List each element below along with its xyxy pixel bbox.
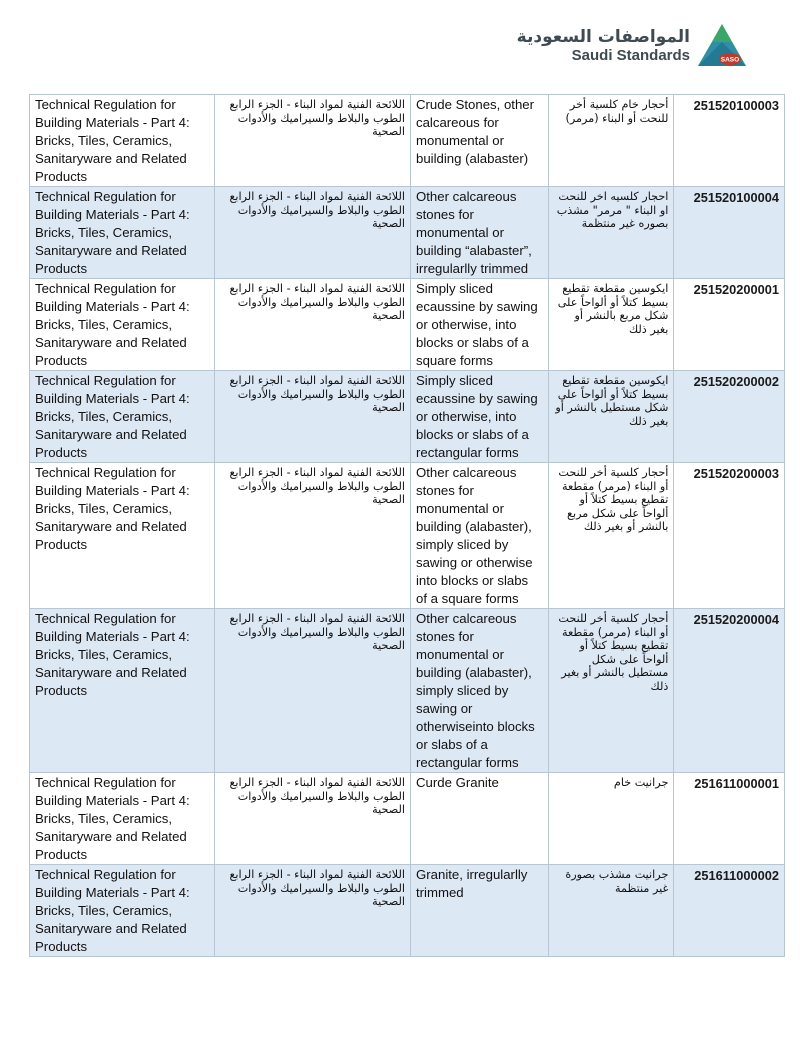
table-row: [30, 773, 785, 865]
product-description-arabic-cell: أحجار خام كلسية أخر للنحت أو البناء (مرمر): [548, 95, 674, 187]
table-row: [30, 371, 785, 463]
product-description-cell: Simply sliced ecaussine by sawing or otherwise, into blocks or slabs of a square forms: [411, 279, 549, 371]
page-header: [0, 0, 812, 95]
saso-logo: [517, 22, 748, 70]
product-description-cell: Other calcareous stones for monumental or building (alabaster), simply sliced by sawing or otherwiseinto blocks or slabs of a rectangular forms: [411, 609, 549, 773]
table-row: [30, 95, 785, 187]
table-row: [30, 187, 785, 279]
product-description-cell: Other calcareous stones for monumental or building (alabaster), simply sliced by sawing or otherwise into blocks or slabs of a square forms: [411, 463, 549, 609]
product-description-arabic-cell: أحجار كلسية أخر للنحت أو البناء (مرمر) مقطعة تقطيع بسيط كتلاً أو ألواحاً على شكل مستطيل بالنشر أو بغير ذلك: [548, 609, 674, 773]
svg-text:SASO: SASO: [720, 56, 740, 64]
product-description-cell: Other calcareous stones for monumental or building “alabaster”, irregularlly trimmed: [411, 187, 549, 279]
regulation-title-arabic-cell: اللائحة الفنية لمواد البناء - الجزء الرابع الطوب والبلاط والسيراميك والأدوات الصحية: [214, 865, 410, 957]
product-description-arabic-cell: جرانيت مشذب بصورة غير منتظمة: [548, 865, 674, 957]
regulation-title-cell: Technical Regulation for Building Materials - Part 4: Bricks, Tiles, Ceramics, Sanitaryware and Related Products: [30, 865, 215, 957]
regulation-title-cell: Technical Regulation for Building Materials - Part 4: Bricks, Tiles, Ceramics, Sanitaryware and Related Products: [30, 609, 215, 773]
regulation-title-arabic-cell: اللائحة الفنية لمواد البناء - الجزء الرابع الطوب والبلاط والسيراميك والأدوات الصحية: [214, 609, 410, 773]
hs-code-cell: 251520100003: [674, 95, 785, 187]
table-row: [30, 463, 785, 609]
table-row: [30, 279, 785, 371]
hs-code-cell: 251611000002: [674, 865, 785, 957]
regulation-title-cell: Technical Regulation for Building Materials - Part 4: Bricks, Tiles, Ceramics, Sanitaryware and Related Products: [30, 463, 215, 609]
table-row: [30, 865, 785, 957]
logo-arabic-text: المواصفات السعودية: [516, 27, 690, 47]
regulation-title-arabic-cell: اللائحة الفنية لمواد البناء - الجزء الرابع الطوب والبلاط والسيراميك والأدوات الصحية: [214, 95, 410, 187]
product-description-arabic-cell: أحجار كلسية أخر للنحت أو البناء (مرمر) مقطعة تقطيع بسيط كتلاً أو ألواحاً على شكل مربع بالنشر أو بغير ذلك: [548, 463, 674, 609]
logo-text: [517, 27, 690, 65]
saso-triangle-icon: [696, 22, 748, 70]
product-description-cell: Simply sliced ecaussine by sawing or otherwise, into blocks or slabs of a rectangular forms: [411, 371, 549, 463]
hs-code-cell: 251520200002: [674, 371, 785, 463]
hs-code-cell: 251520200004: [674, 609, 785, 773]
hs-code-cell: 251611000001: [674, 773, 785, 865]
products-table: [29, 94, 785, 957]
product-description-arabic-cell: احجار كلسيه اخر للنحت او البناء " مرمر" مشذب بصوره غير منتظمة: [548, 187, 674, 279]
regulation-title-cell: Technical Regulation for Building Materials - Part 4: Bricks, Tiles, Ceramics, Sanitaryware and Related Products: [30, 279, 215, 371]
regulation-title-cell: Technical Regulation for Building Materials - Part 4: Bricks, Tiles, Ceramics, Sanitaryware and Related Products: [30, 773, 215, 865]
hs-code-cell: 251520200003: [674, 463, 785, 609]
logo-english-text: Saudi Standards: [571, 47, 690, 64]
product-description-arabic-cell: ايكوسين مقطعة تقطيع بسيط كتلاً أو ألواحاً على شكل مستطيل بالنشر أو بغير ذلك: [548, 371, 674, 463]
table-row: [30, 609, 785, 773]
hs-code-cell: 251520100004: [674, 187, 785, 279]
regulation-title-arabic-cell: اللائحة الفنية لمواد البناء - الجزء الرابع الطوب والبلاط والسيراميك والأدوات الصحية: [214, 371, 410, 463]
regulation-title-arabic-cell: اللائحة الفنية لمواد البناء - الجزء الرابع الطوب والبلاط والسيراميك والأدوات الصحية: [214, 463, 410, 609]
regulation-title-arabic-cell: اللائحة الفنية لمواد البناء - الجزء الرابع الطوب والبلاط والسيراميك والأدوات الصحية: [214, 773, 410, 865]
regulation-title-arabic-cell: اللائحة الفنية لمواد البناء - الجزء الرابع الطوب والبلاط والسيراميك والأدوات الصحية: [214, 187, 410, 279]
product-description-cell: Granite, irregularlly trimmed: [411, 865, 549, 957]
hs-code-cell: 251520200001: [674, 279, 785, 371]
regulation-title-cell: Technical Regulation for Building Materials - Part 4: Bricks, Tiles, Ceramics, Sanitaryware and Related Products: [30, 371, 215, 463]
regulation-title-arabic-cell: اللائحة الفنية لمواد البناء - الجزء الرابع الطوب والبلاط والسيراميك والأدوات الصحية: [214, 279, 410, 371]
product-description-cell: Crude Stones, other calcareous for monumental or building (alabaster): [411, 95, 549, 187]
regulation-title-cell: Technical Regulation for Building Materials - Part 4: Bricks, Tiles, Ceramics, Sanitaryware and Related Products: [30, 95, 215, 187]
product-description-cell: Curde Granite: [411, 773, 549, 865]
regulation-title-cell: Technical Regulation for Building Materials - Part 4: Bricks, Tiles, Ceramics, Sanitaryware and Related Products: [30, 187, 215, 279]
product-description-arabic-cell: ايكوسين مقطعة تقطيع بسيط كتلاً أو ألواحاً على شكل مربع بالنشر أو بغير ذلك: [548, 279, 674, 371]
product-description-arabic-cell: جرانيت خام: [548, 773, 674, 865]
